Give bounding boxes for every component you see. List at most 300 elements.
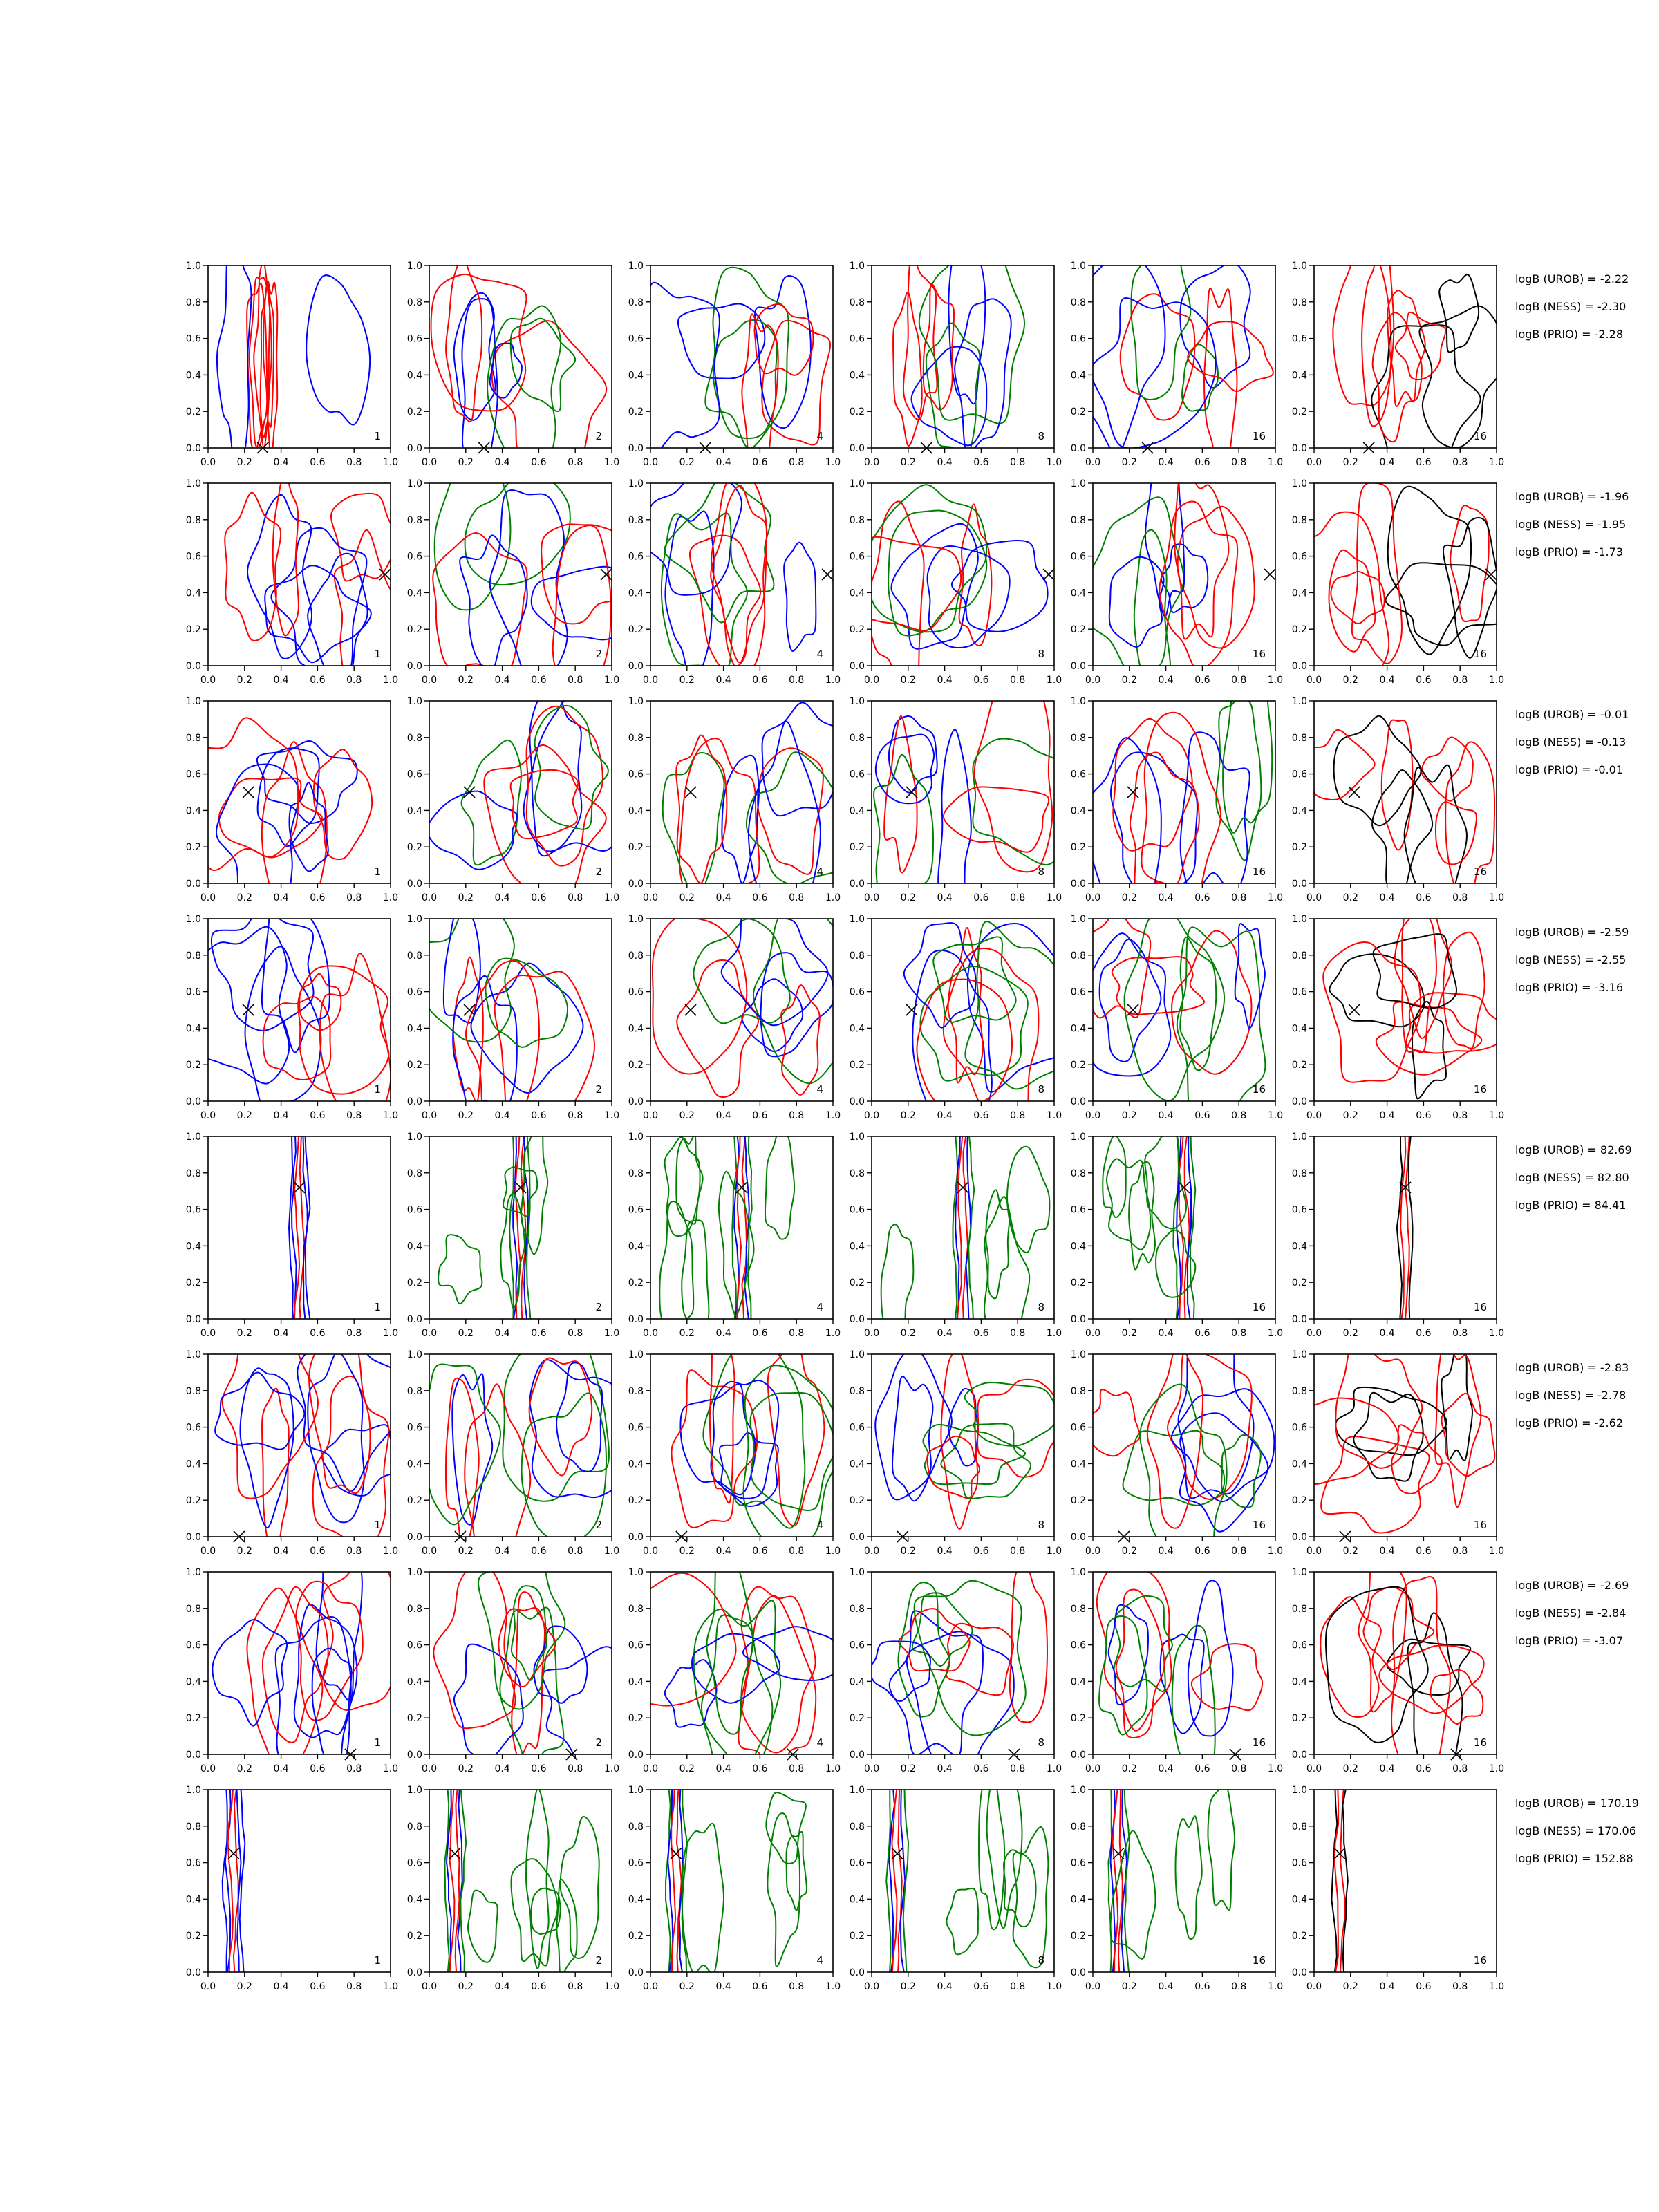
y-tick-label: 0.4	[1070, 1676, 1086, 1688]
y-tick-label: 1.0	[849, 478, 865, 489]
y-tick-label: 0.2	[1070, 1495, 1086, 1507]
y-tick-label: 0.2	[628, 1713, 644, 1725]
x-tick-label: 1.0	[382, 1981, 399, 1992]
y-tick-label: 1.0	[628, 1567, 644, 1578]
x-tick-label: 0.0	[863, 1110, 880, 1121]
y-tick-label: 0.8	[628, 1168, 644, 1179]
y-tick-label: 0.6	[1291, 1204, 1307, 1216]
y-tick-label: 1.0	[1291, 696, 1307, 707]
y-tick-label: 0.4	[1070, 805, 1086, 817]
y-tick-label: 0.8	[406, 950, 422, 962]
x-tick-label: 1.0	[1267, 1546, 1284, 1557]
y-tick-label: 0.6	[406, 1204, 422, 1216]
x-tick-label: 0.0	[642, 1328, 659, 1339]
x-tick-label: 0.4	[494, 457, 510, 468]
x-tick-label: 0.2	[679, 675, 695, 686]
y-tick-label: 0.0	[628, 1314, 644, 1325]
x-tick-label: 0.6	[973, 1328, 989, 1339]
x-tick-label: 0.2	[458, 1546, 474, 1557]
x-tick-label: 0.6	[310, 457, 326, 468]
x-tick-label: 1.0	[1046, 1763, 1062, 1774]
x-tick-label: 0.8	[1452, 675, 1468, 686]
x-tick-label: 0.8	[789, 675, 805, 686]
logb-annotation: logB (PRIO) = -2.62	[1515, 1416, 1623, 1430]
logb-annotation: logB (NESS) = -2.78	[1515, 1389, 1627, 1402]
x-tick-label: 0.8	[1231, 1546, 1247, 1557]
x-tick-label: 0.6	[1416, 457, 1432, 468]
y-tick-label: 0.8	[1291, 297, 1307, 308]
y-tick-label: 0.6	[628, 1640, 644, 1651]
x-tick-label: 0.4	[1379, 892, 1395, 903]
y-tick-label: 0.2	[628, 1495, 644, 1507]
x-tick-label: 0.8	[346, 675, 362, 686]
y-tick-label: 0.2	[849, 406, 865, 418]
y-tick-label: 0.0	[406, 1750, 422, 1761]
x-tick-label: 1.0	[1488, 1328, 1505, 1339]
x-tick-label: 0.8	[1010, 1981, 1026, 1992]
x-tick-label: 0.6	[531, 1546, 547, 1557]
y-tick-label: 0.4	[1070, 370, 1086, 382]
x-tick-label: 0.2	[1121, 1328, 1137, 1339]
y-tick-label: 0.4	[185, 1023, 201, 1035]
y-tick-label: 0.6	[185, 1204, 201, 1216]
y-tick-label: 1.0	[628, 478, 644, 489]
x-tick-label: 1.0	[825, 457, 841, 468]
x-tick-label: 0.6	[531, 1328, 547, 1339]
x-tick-label: 1.0	[382, 1328, 399, 1339]
y-tick-label: 1.0	[1070, 478, 1086, 489]
x-tick-label: 0.4	[494, 892, 510, 903]
panel-label: 1	[374, 430, 381, 442]
x-tick-label: 0.2	[679, 1328, 695, 1339]
x-tick-label: 0.0	[421, 457, 438, 468]
x-tick-label: 0.0	[1306, 1110, 1322, 1121]
x-tick-label: 0.8	[789, 1546, 805, 1557]
x-tick-label: 0.6	[973, 675, 989, 686]
y-tick-label: 1.0	[406, 696, 422, 707]
y-tick-label: 0.0	[185, 1750, 201, 1761]
y-tick-label: 0.4	[1070, 1894, 1086, 1906]
y-tick-label: 0.2	[849, 1277, 865, 1289]
y-tick-label: 0.4	[185, 370, 201, 382]
x-tick-label: 0.0	[642, 1546, 659, 1557]
y-tick-label: 0.8	[1070, 732, 1086, 744]
x-tick-label: 0.6	[531, 892, 547, 903]
y-tick-label: 0.4	[1070, 1459, 1086, 1470]
x-tick-label: 0.4	[1379, 675, 1395, 686]
x-tick-label: 0.6	[752, 1981, 768, 1992]
y-tick-label: 0.4	[849, 1459, 865, 1470]
x-tick-label: 1.0	[603, 1981, 620, 1992]
y-tick-label: 0.0	[406, 1096, 422, 1107]
x-tick-label: 0.6	[1416, 1763, 1432, 1774]
panel-label: 4	[816, 1519, 823, 1531]
x-tick-label: 0.0	[1306, 1328, 1322, 1339]
x-tick-label: 0.0	[1306, 675, 1322, 686]
x-tick-label: 0.4	[1158, 892, 1174, 903]
x-tick-label: 0.0	[421, 892, 438, 903]
x-tick-label: 1.0	[382, 675, 399, 686]
panel-label: 1	[374, 865, 381, 878]
y-tick-label: 0.8	[1070, 1603, 1086, 1615]
x-tick-label: 1.0	[603, 457, 620, 468]
y-tick-label: 0.8	[628, 732, 644, 744]
x-tick-label: 0.0	[1085, 1328, 1101, 1339]
y-tick-label: 0.0	[628, 1096, 644, 1107]
y-tick-label: 0.4	[406, 1241, 422, 1253]
x-tick-label: 0.8	[568, 1763, 583, 1774]
panel-label: 1	[374, 1519, 381, 1531]
panel-label: 1	[374, 1301, 381, 1313]
y-tick-label: 0.6	[849, 1204, 865, 1216]
y-tick-label: 0.4	[1291, 1894, 1307, 1906]
y-tick-label: 0.8	[849, 1603, 865, 1615]
x-tick-label: 0.6	[752, 675, 768, 686]
x-tick-label: 1.0	[603, 892, 620, 903]
x-tick-label: 1.0	[1046, 1110, 1062, 1121]
x-tick-label: 0.8	[568, 1328, 583, 1339]
y-tick-label: 0.8	[1070, 514, 1086, 526]
panel-label: 4	[816, 1736, 823, 1749]
x-tick-label: 0.6	[973, 892, 989, 903]
y-tick-label: 0.4	[628, 370, 644, 382]
x-tick-label: 0.8	[1231, 892, 1247, 903]
panel-label: 16	[1473, 1519, 1487, 1531]
panel-label: 16	[1252, 1083, 1266, 1096]
y-tick-label: 0.8	[185, 1168, 201, 1179]
y-tick-label: 0.6	[1291, 1857, 1307, 1869]
x-tick-label: 0.6	[531, 1763, 547, 1774]
y-tick-label: 0.8	[1291, 1168, 1307, 1179]
y-tick-label: 0.6	[185, 1857, 201, 1869]
y-tick-label: 1.0	[185, 914, 201, 925]
x-tick-label: 0.0	[863, 457, 880, 468]
y-tick-label: 0.2	[1070, 1713, 1086, 1725]
y-tick-label: 0.6	[628, 769, 644, 780]
y-tick-label: 0.2	[1291, 1277, 1307, 1289]
panel-label: 8	[1038, 430, 1044, 442]
panel-label: 4	[816, 865, 823, 878]
x-tick-label: 0.0	[863, 892, 880, 903]
y-tick-label: 0.2	[406, 406, 422, 418]
y-tick-label: 0.6	[406, 986, 422, 998]
y-tick-label: 1.0	[849, 1132, 865, 1143]
y-tick-label: 0.4	[628, 1459, 644, 1470]
y-tick-label: 0.0	[406, 661, 422, 672]
logb-annotation: logB (NESS) = 82.80	[1515, 1171, 1629, 1184]
y-tick-label: 0.8	[1070, 950, 1086, 962]
y-tick-label: 0.6	[185, 986, 201, 998]
y-tick-label: 1.0	[1291, 261, 1307, 272]
x-tick-label: 1.0	[1267, 457, 1284, 468]
y-tick-label: 0.8	[185, 950, 201, 962]
x-tick-label: 1.0	[825, 892, 841, 903]
x-tick-label: 0.6	[973, 457, 989, 468]
y-tick-label: 0.8	[628, 1821, 644, 1833]
y-tick-label: 0.0	[185, 1532, 201, 1543]
panel-label: 2	[595, 1083, 602, 1096]
x-tick-label: 0.6	[1416, 1546, 1432, 1557]
panel-label: 16	[1252, 1301, 1266, 1313]
x-tick-label: 0.8	[346, 1110, 362, 1121]
y-tick-label: 0.4	[1070, 1023, 1086, 1035]
x-tick-label: 1.0	[1267, 892, 1284, 903]
y-tick-label: 0.0	[849, 1096, 865, 1107]
x-tick-label: 0.4	[494, 1328, 510, 1339]
x-tick-label: 0.8	[568, 1546, 583, 1557]
x-tick-label: 0.0	[642, 1763, 659, 1774]
y-tick-label: 0.8	[185, 1385, 201, 1397]
x-tick-label: 0.4	[494, 675, 510, 686]
x-tick-label: 0.8	[789, 1110, 805, 1121]
y-tick-label: 1.0	[185, 478, 201, 489]
y-tick-label: 0.6	[1291, 1640, 1307, 1651]
x-tick-label: 0.0	[863, 1981, 880, 1992]
y-tick-label: 0.2	[628, 842, 644, 854]
y-tick-label: 0.8	[849, 950, 865, 962]
y-tick-label: 1.0	[628, 1349, 644, 1360]
logb-annotation: logB (UROB) = -1.96	[1515, 490, 1629, 503]
y-tick-label: 0.2	[406, 1931, 422, 1942]
x-tick-label: 0.4	[1158, 1763, 1174, 1774]
y-tick-label: 0.2	[185, 1060, 201, 1071]
x-tick-label: 0.4	[1379, 1328, 1395, 1339]
y-tick-label: 0.8	[1070, 1168, 1086, 1179]
y-tick-label: 0.8	[406, 514, 422, 526]
y-tick-label: 1.0	[406, 1349, 422, 1360]
x-tick-label: 0.4	[715, 1981, 731, 1992]
y-tick-label: 0.6	[628, 1204, 644, 1216]
y-tick-label: 0.8	[406, 297, 422, 308]
x-tick-label: 0.8	[789, 457, 805, 468]
x-tick-label: 0.8	[789, 1763, 805, 1774]
logb-annotation: logB (UROB) = -2.59	[1515, 926, 1629, 939]
y-tick-label: 0.2	[185, 406, 201, 418]
y-tick-label: 0.2	[849, 1060, 865, 1071]
y-tick-label: 1.0	[849, 696, 865, 707]
y-tick-label: 1.0	[185, 1567, 201, 1578]
panel-label: 16	[1252, 1519, 1266, 1531]
logb-annotation: logB (PRIO) = -0.01	[1515, 763, 1623, 776]
x-tick-label: 0.6	[531, 1110, 547, 1121]
x-tick-label: 0.4	[937, 1981, 953, 1992]
x-tick-label: 0.2	[679, 1546, 695, 1557]
x-tick-label: 0.8	[1452, 1763, 1468, 1774]
y-tick-label: 0.2	[1291, 1931, 1307, 1942]
x-tick-label: 1.0	[1488, 1763, 1505, 1774]
x-tick-label: 1.0	[825, 1546, 841, 1557]
y-tick-label: 0.6	[628, 986, 644, 998]
y-tick-label: 0.2	[185, 624, 201, 636]
x-tick-label: 0.2	[236, 1546, 252, 1557]
x-tick-label: 0.4	[1158, 457, 1174, 468]
y-tick-label: 1.0	[1291, 1132, 1307, 1143]
x-tick-label: 0.0	[200, 892, 216, 903]
y-tick-label: 0.0	[1291, 661, 1307, 672]
panel-label: 4	[816, 1954, 823, 1967]
y-tick-label: 0.4	[849, 1676, 865, 1688]
y-tick-label: 1.0	[849, 914, 865, 925]
y-tick-label: 0.4	[849, 588, 865, 599]
y-tick-label: 1.0	[1291, 1567, 1307, 1578]
y-tick-label: 0.2	[185, 1713, 201, 1725]
x-tick-label: 0.8	[1231, 1763, 1247, 1774]
panel-label: 2	[595, 1736, 602, 1749]
x-tick-label: 0.4	[273, 1546, 289, 1557]
y-tick-label: 0.4	[185, 1676, 201, 1688]
y-tick-label: 0.2	[185, 1931, 201, 1942]
panel-label: 1	[374, 648, 381, 660]
x-tick-label: 0.2	[236, 1981, 252, 1992]
y-tick-label: 1.0	[1070, 914, 1086, 925]
x-tick-label: 0.2	[236, 892, 252, 903]
y-tick-label: 0.8	[185, 1821, 201, 1833]
x-tick-label: 1.0	[382, 1546, 399, 1557]
x-tick-label: 0.0	[1306, 892, 1322, 903]
x-tick-label: 0.4	[715, 1546, 731, 1557]
x-tick-label: 0.2	[900, 1328, 916, 1339]
x-tick-label: 1.0	[603, 1110, 620, 1121]
x-tick-label: 0.4	[494, 1110, 510, 1121]
panel-label: 16	[1252, 430, 1266, 442]
y-tick-label: 0.8	[1291, 950, 1307, 962]
y-tick-label: 0.4	[1291, 1241, 1307, 1253]
y-tick-label: 1.0	[406, 1132, 422, 1143]
y-tick-label: 0.4	[849, 1023, 865, 1035]
x-tick-label: 0.2	[1342, 1981, 1358, 1992]
y-tick-label: 0.2	[406, 624, 422, 636]
y-tick-label: 0.0	[185, 661, 201, 672]
x-tick-label: 0.0	[200, 1546, 216, 1557]
y-tick-label: 0.8	[406, 1385, 422, 1397]
x-tick-label: 0.8	[1452, 1546, 1468, 1557]
y-tick-label: 0.4	[406, 1023, 422, 1035]
x-tick-label: 1.0	[1267, 1110, 1284, 1121]
panel-label: 4	[816, 1301, 823, 1313]
y-tick-label: 1.0	[1070, 1132, 1086, 1143]
x-tick-label: 0.6	[1194, 1546, 1210, 1557]
x-tick-label: 0.8	[1231, 1981, 1247, 1992]
y-tick-label: 1.0	[1070, 1785, 1086, 1796]
y-tick-label: 1.0	[406, 914, 422, 925]
panel-label: 2	[595, 1301, 602, 1313]
y-tick-label: 0.2	[849, 1713, 865, 1725]
x-tick-label: 0.2	[900, 457, 916, 468]
x-tick-label: 0.0	[421, 1981, 438, 1992]
y-tick-label: 0.0	[1291, 1532, 1307, 1543]
y-tick-label: 0.6	[185, 1422, 201, 1434]
y-tick-label: 0.6	[1070, 1204, 1086, 1216]
y-tick-label: 0.4	[1291, 588, 1307, 599]
x-tick-label: 0.0	[1085, 1110, 1101, 1121]
x-tick-label: 0.4	[273, 457, 289, 468]
x-tick-label: 0.2	[236, 457, 252, 468]
x-tick-label: 1.0	[1046, 1981, 1062, 1992]
panel-label: 4	[816, 430, 823, 442]
x-tick-label: 0.4	[273, 1110, 289, 1121]
x-tick-label: 0.4	[937, 892, 953, 903]
y-tick-label: 0.6	[406, 1422, 422, 1434]
y-tick-label: 0.4	[1070, 1241, 1086, 1253]
x-tick-label: 0.8	[1231, 1110, 1247, 1121]
y-tick-label: 0.6	[628, 333, 644, 345]
y-tick-label: 0.6	[185, 1640, 201, 1651]
y-tick-label: 0.4	[406, 1459, 422, 1470]
x-tick-label: 0.6	[310, 1110, 326, 1121]
x-tick-label: 1.0	[1046, 675, 1062, 686]
x-tick-label: 0.8	[789, 1981, 805, 1992]
y-tick-label: 0.8	[849, 297, 865, 308]
x-tick-label: 0.4	[273, 1763, 289, 1774]
x-tick-label: 0.4	[715, 675, 731, 686]
y-tick-label: 0.4	[1291, 1023, 1307, 1035]
x-tick-label: 0.4	[494, 1981, 510, 1992]
panel-label: 1	[374, 1954, 381, 1967]
y-tick-label: 0.0	[1070, 661, 1086, 672]
x-tick-label: 0.0	[863, 675, 880, 686]
x-tick-label: 0.2	[1121, 457, 1137, 468]
x-tick-label: 1.0	[382, 1110, 399, 1121]
y-tick-label: 0.0	[1070, 1096, 1086, 1107]
y-tick-label: 0.6	[1070, 333, 1086, 345]
y-tick-label: 0.2	[628, 624, 644, 636]
x-tick-label: 0.2	[1342, 1110, 1358, 1121]
y-tick-label: 0.8	[628, 950, 644, 962]
y-tick-label: 0.6	[406, 769, 422, 780]
x-tick-label: 0.4	[1379, 1981, 1395, 1992]
y-tick-label: 1.0	[185, 696, 201, 707]
y-tick-label: 0.8	[406, 1168, 422, 1179]
logb-annotation: logB (PRIO) = -2.28	[1515, 328, 1623, 341]
x-tick-label: 0.8	[346, 457, 362, 468]
y-tick-label: 0.0	[406, 879, 422, 890]
x-tick-label: 0.6	[1416, 675, 1432, 686]
y-tick-label: 0.8	[185, 732, 201, 744]
x-tick-label: 0.0	[200, 675, 216, 686]
y-tick-label: 1.0	[849, 1349, 865, 1360]
x-tick-label: 0.0	[642, 457, 659, 468]
x-tick-label: 0.2	[679, 892, 695, 903]
panel-label: 4	[816, 648, 823, 660]
y-tick-label: 0.8	[1291, 1603, 1307, 1615]
y-tick-label: 0.0	[628, 1750, 644, 1761]
x-tick-label: 0.6	[1194, 1328, 1210, 1339]
panel-label: 2	[595, 430, 602, 442]
x-tick-label: 0.2	[679, 1981, 695, 1992]
y-tick-label: 0.4	[1291, 1459, 1307, 1470]
x-tick-label: 0.4	[1158, 1110, 1174, 1121]
y-tick-label: 0.2	[406, 842, 422, 854]
y-tick-label: 0.8	[849, 1821, 865, 1833]
y-tick-label: 0.6	[185, 333, 201, 345]
x-tick-label: 0.2	[679, 1110, 695, 1121]
y-tick-label: 0.0	[1291, 443, 1307, 454]
x-tick-label: 0.8	[1231, 457, 1247, 468]
x-tick-label: 0.8	[346, 1328, 362, 1339]
x-tick-label: 1.0	[1046, 892, 1062, 903]
x-tick-label: 0.4	[937, 1546, 953, 1557]
y-tick-label: 0.2	[628, 1277, 644, 1289]
y-tick-label: 0.4	[628, 1241, 644, 1253]
y-tick-label: 0.0	[628, 879, 644, 890]
logb-annotation: logB (UROB) = -2.83	[1515, 1361, 1629, 1374]
y-tick-label: 0.4	[849, 370, 865, 382]
y-tick-label: 1.0	[1070, 1567, 1086, 1578]
y-tick-label: 0.2	[628, 1931, 644, 1942]
y-tick-label: 0.0	[628, 1532, 644, 1543]
x-tick-label: 1.0	[1488, 1110, 1505, 1121]
x-tick-label: 0.6	[310, 892, 326, 903]
